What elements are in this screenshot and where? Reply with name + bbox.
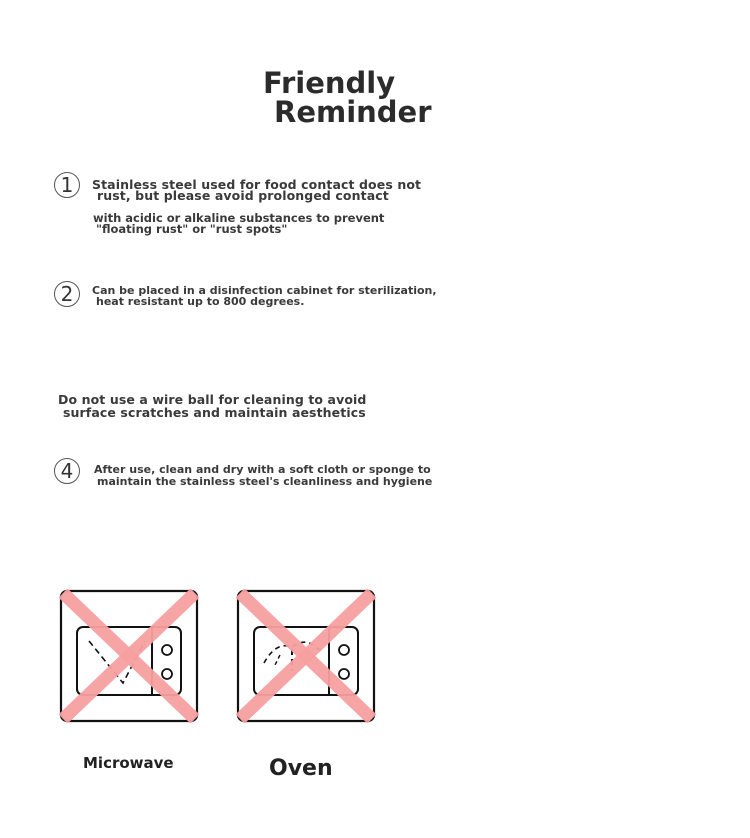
item-3-line-1: Do not use a wire ball for cleaning to avoid (58, 392, 367, 407)
item-2-line-2: heat resistant up to 800 degrees. (96, 295, 305, 308)
item-3-line-2: surface scratches and maintain aesthetics (63, 405, 366, 420)
item-1-line-3: with acidic or alkaline substances to prevent (93, 211, 385, 225)
item-number-1: 1 (54, 172, 80, 198)
microwave-prohibited-icon (59, 589, 199, 723)
page-title-line2: Reminder (274, 95, 432, 129)
item-1-line-2: rust, but please avoid prolonged contact (97, 188, 389, 203)
oven-label: Oven (269, 756, 333, 781)
item-1-line-4: "floating rust" or "rust spots" (96, 222, 288, 236)
item-4-line-1: After use, clean and dry with a soft cloth or sponge to (94, 463, 431, 476)
item-4-line-2: maintain the stainless steel's cleanliness and hygiene (97, 475, 433, 488)
microwave-label: Microwave (83, 754, 174, 772)
item-number-2: 2 (54, 281, 80, 307)
item-number-4: 4 (54, 458, 80, 484)
oven-prohibited-icon (236, 589, 376, 723)
page-title-line1: Friendly (263, 66, 396, 100)
item-2-line-1: Can be placed in a disinfection cabinet for sterilization, (92, 284, 437, 297)
item-1-line-1: Stainless steel used for food contact does not (92, 177, 422, 192)
